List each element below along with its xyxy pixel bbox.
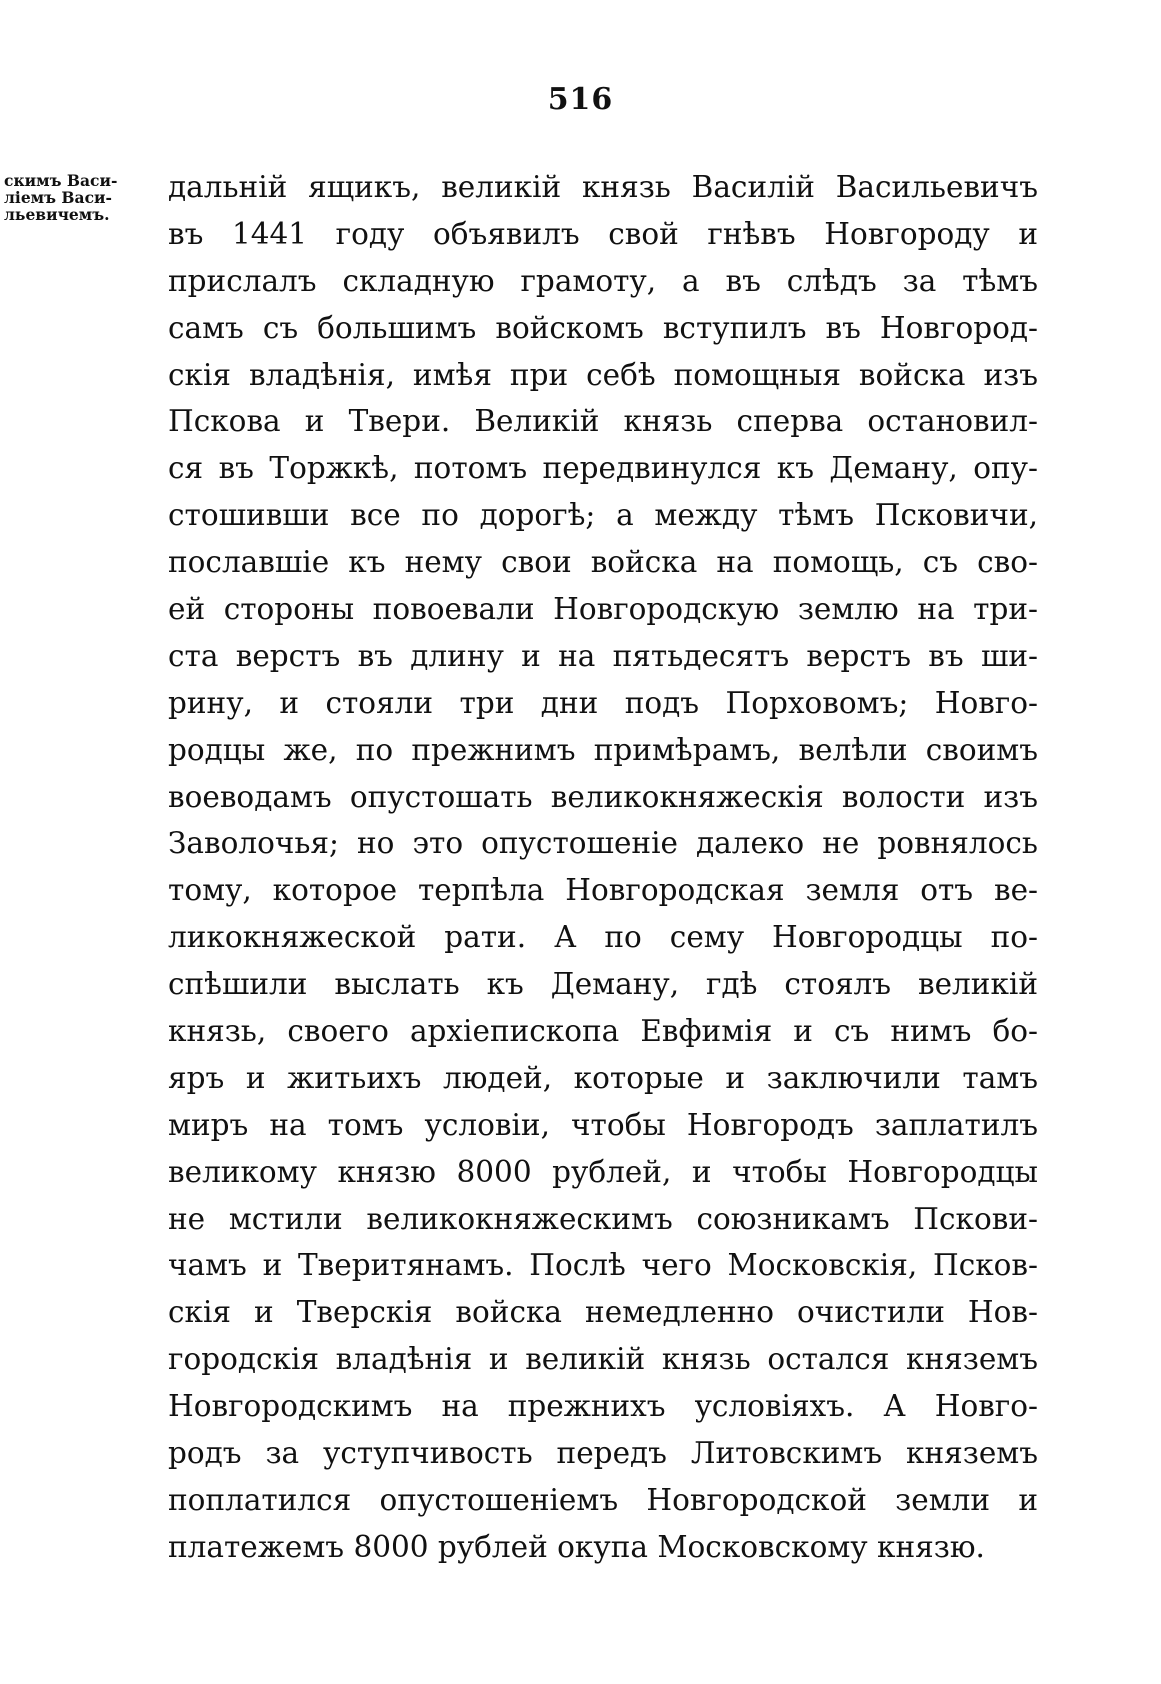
text-line: платежемъ 8000 рублей окупа Московскому князю. bbox=[168, 1529, 985, 1564]
text-line: стошивши все по дорогѣ; а между тѣмъ Псковичи, bbox=[168, 498, 1038, 533]
text-line: родъ за уступчивость передъ Литовскимъ княземъ bbox=[168, 1436, 1038, 1471]
text-line: яръ и житьихъ людей, которые и заключили тамъ bbox=[168, 1060, 1038, 1095]
text-line: Заволочья; но это опустошеніе далеко не ровнялось bbox=[168, 826, 1038, 861]
text-line: поплатился опустошеніемъ Новгородской земли и bbox=[168, 1482, 1038, 1517]
text-line: князь, своего архіепископа Евфимія и съ нимъ бо- bbox=[168, 1014, 1038, 1049]
margin-note bbox=[4, 172, 162, 223]
margin-note-line: льевичемъ. bbox=[4, 205, 110, 224]
text-line: рину, и стояли три дни подъ Порховомъ; Новго- bbox=[168, 685, 1038, 720]
text-line: Новгородскимъ на прежнихъ условіяхъ. А Новго- bbox=[168, 1389, 1038, 1424]
text-line: прислалъ складную грамоту, а въ слѣдъ за тѣмъ bbox=[168, 263, 1038, 298]
text-line: ся въ Торжкѣ, потомъ передвинулся къ Деману, опу- bbox=[168, 451, 1038, 486]
text-line: родцы же, по прежнимъ примѣрамъ, велѣли своимъ bbox=[168, 732, 1038, 767]
text-line: чамъ и Тверитянамъ. Послѣ чего Московскія, Псков- bbox=[168, 1248, 1038, 1283]
text-line: самъ съ большимъ войскомъ вступилъ въ Новгород- bbox=[168, 310, 1038, 345]
text-line: скія и Тверскія войска немедленно очистили Нов- bbox=[168, 1295, 1038, 1330]
text-line: городскія владѣнія и великій князь остался княземъ bbox=[168, 1342, 1038, 1377]
margin-note-line: скимъ Васи- bbox=[4, 171, 118, 190]
text-line: въ 1441 году объявилъ свой гнѣвъ Новгороду и bbox=[168, 216, 1038, 251]
text-line: воеводамъ опустошать великокняжескія волости изъ bbox=[168, 779, 1038, 814]
text-line: спѣшили выслать къ Деману, гдѣ стоялъ великій bbox=[168, 967, 1038, 1002]
text-line: пославшіе къ нему свои войска на помощь, съ сво- bbox=[168, 545, 1038, 580]
margin-note-line: ліемъ Васи- bbox=[4, 188, 112, 207]
text-line: дальній ящикъ, великій князь Василій Васильевичъ bbox=[168, 170, 1038, 204]
text-line: ей стороны повоевали Новгородскую землю на три- bbox=[168, 592, 1038, 627]
text-line: Пскова и Твери. Великій князь сперва остановил- bbox=[168, 404, 1038, 439]
text-line: ста верстъ въ длину и на пятьдесятъ верстъ въ ши- bbox=[168, 638, 1038, 673]
body-text bbox=[168, 164, 1038, 1571]
text-line: ликокняжеской рати. А по сему Новгородцы по- bbox=[168, 920, 1038, 955]
text-line: тому, которое терпѣла Новгородская земля отъ ве- bbox=[168, 873, 1038, 908]
page-number: 516 bbox=[547, 82, 614, 117]
text-line: скія владѣнія, имѣя при себѣ помощныя войска изъ bbox=[168, 357, 1038, 392]
text-line: великому князю 8000 рублей, и чтобы Новгородцы bbox=[168, 1154, 1038, 1189]
text-line: миръ на томъ условіи, чтобы Новгородъ заплатилъ bbox=[168, 1107, 1038, 1142]
text-line: не мстили великокняжескимъ союзникамъ Пскови- bbox=[168, 1201, 1038, 1236]
